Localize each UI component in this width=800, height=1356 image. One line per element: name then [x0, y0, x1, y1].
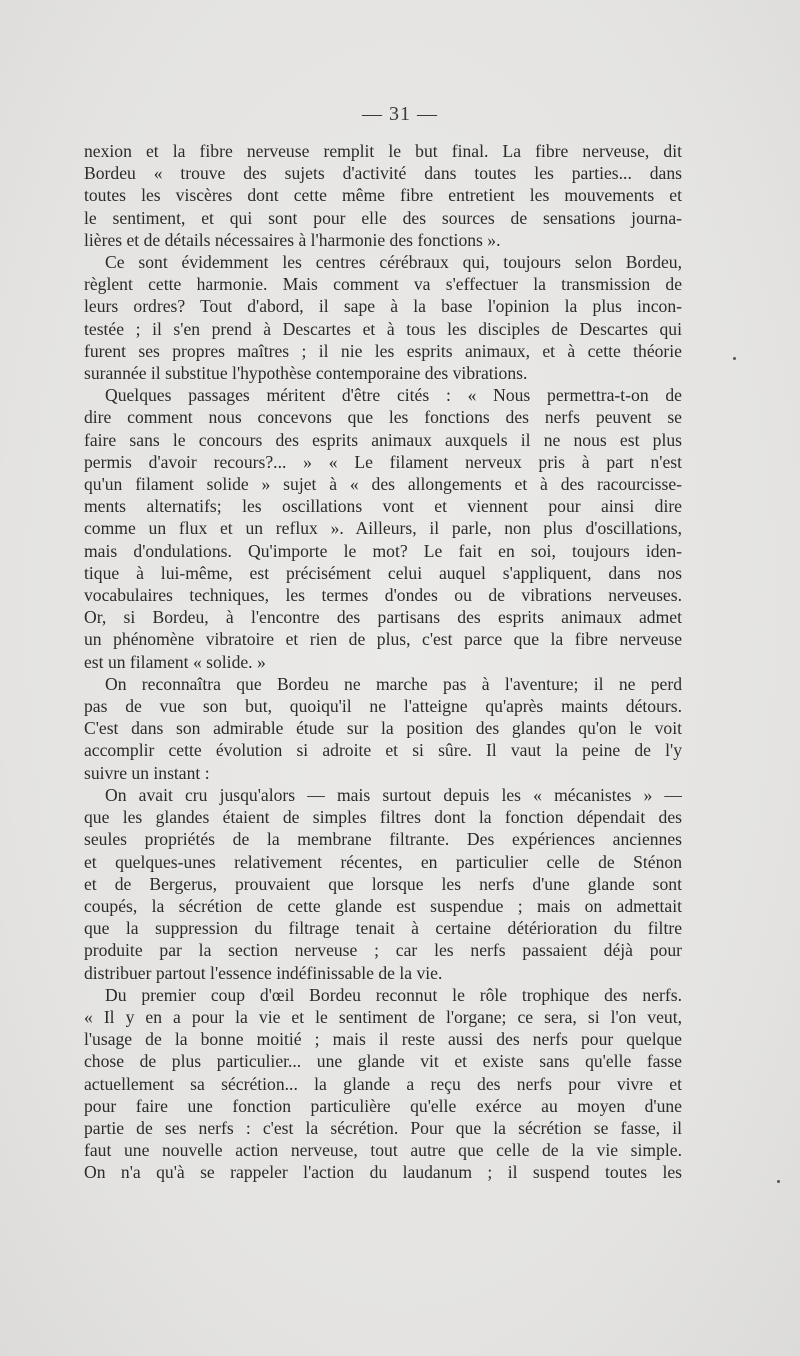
text-line: suivre un instant : [84, 762, 210, 783]
text-line: furent ses propres maîtres ; il nie les esprits animaux, et à cette théorie [84, 340, 682, 361]
text-line: Du premier coup d'œil Bordeu reconnut le rôle trophique des nerfs. [105, 984, 682, 1005]
text-line: dire comment nous concevons que les fonctions des nerfs peuvent se [84, 407, 682, 428]
text-line: produite par la section nerveuse ; car les nerfs passaient déjà pour [84, 940, 682, 961]
text-line: pour faire une fonction particulière qu'elle exérce au moyen d'une [84, 1095, 682, 1116]
text-line: nexion et la fibre nerveuse remplit le but final. La fibre nerveuse, dit [84, 141, 682, 161]
text-line: leurs ordres? Tout d'abord, il sape à la base l'opinion la plus incon- [84, 296, 682, 317]
text-line: « Il y en a pour la vie et le sentiment de l'organe; ce sera, si l'on veut, [84, 1006, 682, 1027]
ink-speck [733, 357, 736, 360]
text-line: On n'a qu'à se rappeler l'action du laudanum ; il suspend toutes les [84, 1162, 682, 1183]
text-line: distribuer partout l'essence indéfinissable de la vie. [84, 962, 443, 983]
text-line: comme un flux et un reflux ». Ailleurs, il parle, non plus d'oscillations, [84, 518, 682, 539]
text-line: mais d'ondulations. Qu'importe le mot? Le fait en soi, toujours iden- [84, 540, 682, 561]
text-line: est un filament « solide. » [84, 651, 266, 672]
text-line: toutes les viscères dont cette même fibre entretient les mouvements et [84, 185, 682, 206]
text-line: accomplir cette évolution si adroite et si sûre. Il vaut la peine de l'y [84, 740, 682, 761]
text-line: On avait cru jusqu'alors — mais surtout depuis les « mécanistes » — [105, 784, 682, 805]
text-line: faire sans le concours des esprits animaux auxquels il ne nous est plus [84, 429, 682, 450]
text-line: qu'un filament solide » sujet à « des allongements et à des racourcisse- [84, 474, 682, 495]
text-line: Ce sont évidemment les centres cérébraux qui, toujours selon Bordeu, [105, 252, 682, 273]
ink-speck [777, 1180, 780, 1183]
text-line: règlent cette harmonie. Mais comment va s'effectuer la transmission de [84, 274, 682, 295]
text-line: que la suppression du filtrage tenait à certaine détérioration du filtre [84, 918, 682, 939]
text-line: C'est dans son admirable étude sur la position des glandes qu'on le voit [84, 718, 682, 739]
body-text [84, 140, 682, 1184]
text-line: surannée il substitue l'hypothèse contemporaine des vibrations. [84, 363, 528, 384]
text-line: partie de ses nerfs : c'est la sécrétion. Pour que la sécrétion se fasse, il [84, 1117, 682, 1138]
text-line: permis d'avoir recours?... » « Le filament nerveux pris à part n'est [84, 451, 682, 472]
text-line: le sentiment, et qui sont pour elle des sources de sensations journa- [84, 207, 682, 228]
text-line: On reconnaîtra que Bordeu ne marche pas à l'aventure; il ne perd [105, 673, 682, 694]
text-line: Or, si Bordeu, à l'encontre des partisans des esprits animaux admet [84, 607, 682, 628]
text-line: un phénomène vibratoire et rien de plus, c'est parce que la fibre nerveuse [84, 629, 682, 650]
text-line: et quelques-unes relativement récentes, en particulier celle de Sténon [84, 851, 682, 872]
text-line: lières et de détails nécessaires à l'harmonie des fonctions ». [84, 229, 501, 250]
text-line: et de Bergerus, prouvaient que lorsque les nerfs d'une glande sont [84, 873, 682, 894]
text-line: Bordeu « trouve des sujets d'activité dans toutes les parties... dans [84, 163, 682, 184]
text-line: seules propriétés de la membrane filtrante. Des expériences anciennes [84, 829, 682, 850]
page-number: — 31 — [362, 103, 438, 125]
text-line: faut une nouvelle action nerveuse, tout autre que celle de la vie simple. [84, 1140, 682, 1161]
text-line: ments alternatifs; les oscillations vont et viennent pour ainsi dire [84, 496, 682, 517]
text-line: coupés, la sécrétion de cette glande est suspendue ; mais on admettait [84, 895, 682, 916]
text-line: actuellement sa sécrétion... la glande a reçu des nerfs pour vivre et [84, 1073, 682, 1094]
text-line: pas de vue son but, quoiqu'il ne l'atteigne qu'après maints détours. [84, 696, 682, 717]
text-line: vocabulaires techniques, les termes d'ondes ou de vibrations nerveuses. [84, 585, 682, 606]
text-line: testée ; il s'en prend à Descartes et à tous les disciples de Descartes qui [84, 318, 682, 339]
text-line: l'usage de la bonne moitié ; mais il reste aussi des nerfs pour quelque [84, 1029, 682, 1050]
text-line: chose de plus particulier... une glande vit et existe sans qu'elle fasse [84, 1051, 682, 1072]
text-line: Quelques passages méritent d'être cités : « Nous permettra-t-on de [105, 385, 682, 406]
text-line: tique à lui-même, est précisément celui auquel s'appliquent, dans nos [84, 562, 682, 583]
text-line: que les glandes étaient de simples filtres dont la fonction dépendait des [84, 807, 682, 828]
